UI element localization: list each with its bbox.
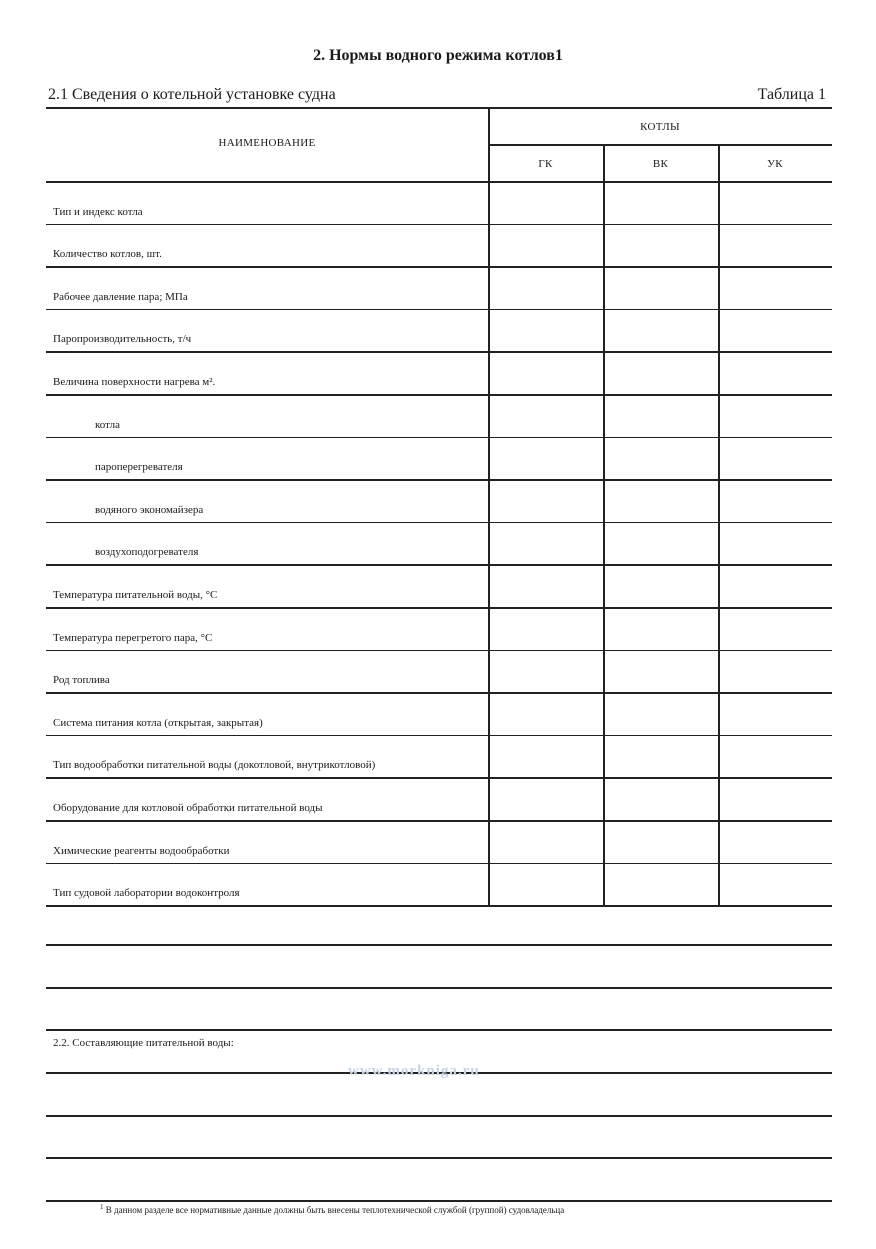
table-row-label: котла [95,418,121,431]
table-row-label: воздухоподогревателя [95,546,199,559]
column-header-2: ВК [652,158,669,170]
table-row-rule [46,607,832,609]
footnote-text: В данном разделе все нормативные данные должны быть внесены теплотехнической службой (группой) судовладельца [105,1205,565,1215]
blank-line [46,1115,832,1117]
table-row-rule [46,522,832,524]
table-row-rule [46,820,832,822]
table-row-label: Род топлива [53,674,110,687]
table-row-rule [46,777,832,779]
table-row-rule [46,224,832,226]
table-row-label: Температура перегретого пара, °С [53,631,213,644]
column-rule [488,107,490,905]
table-row-label: Тип и индекс котла [53,205,143,218]
watermark: www.morkniga.ru [348,1063,480,1079]
table-row-rule [46,266,832,268]
table-row-label: Паропроизводительность, т/ч [53,333,192,346]
table-row-label: Количество котлов, шт. [53,248,162,261]
table-row-label: Величина поверхности нагрева м². [53,376,216,388]
table-row-rule [46,351,832,353]
column-header-3: УК [767,158,783,170]
table-row-label: Система питания котла (открытая, закрытая) [53,716,263,729]
table-row-label: водяного экономайзера [95,503,204,516]
table-row-rule [46,905,832,907]
table-row-rule [46,479,832,481]
table-row-label: Тип судовой лаборатории водоконтроля [53,887,240,900]
table-row-label: Рабочее давление пара; МПа [53,290,188,303]
table-row-rule [46,564,832,566]
page-title: 2. Нормы водного режима котлов1 [313,47,563,64]
blank-line [46,1157,832,1159]
table-row-label: Тип водообработки питательной воды (докотловой, внутрикотловой) [53,759,376,772]
boilers-group-header: КОТЛЫ [640,121,680,133]
table-top-rule [46,107,832,109]
column-rule [718,144,720,905]
footnote-mark: 1 [100,1203,104,1211]
column-rule [603,144,605,905]
header-sub-rule [488,144,832,146]
table-row-rule [46,692,832,694]
blank-line [46,1200,832,1202]
table-row-label: Оборудование для котловой обработки питательной воды [53,802,323,814]
blank-line [46,1029,832,1031]
table-row-label: Температура питательной воды, °С [53,589,218,601]
table-row-rule [46,650,832,652]
table-row-rule [46,735,832,737]
table-row-rule [46,863,832,865]
table-row-rule [46,394,832,396]
footnote [100,1203,564,1215]
table-row-rule [46,437,832,439]
table-row-rule [46,309,832,311]
header-bottom-rule [46,181,832,183]
blank-line [46,944,832,946]
name-column-header: НАИМЕНОВАНИЕ [218,137,316,149]
section-2-2-label: 2.2. Составляющие питательной воды: [53,1037,234,1049]
column-header-1: ГК [538,158,553,170]
blank-line [46,987,832,989]
table-row-label: пароперегревателя [95,461,183,474]
table-number: Таблица 1 [757,86,826,103]
section-subtitle: 2.1 Сведения о котельной установке судна [48,86,336,103]
table-row-label: Химические реагенты водообработки [53,844,230,857]
